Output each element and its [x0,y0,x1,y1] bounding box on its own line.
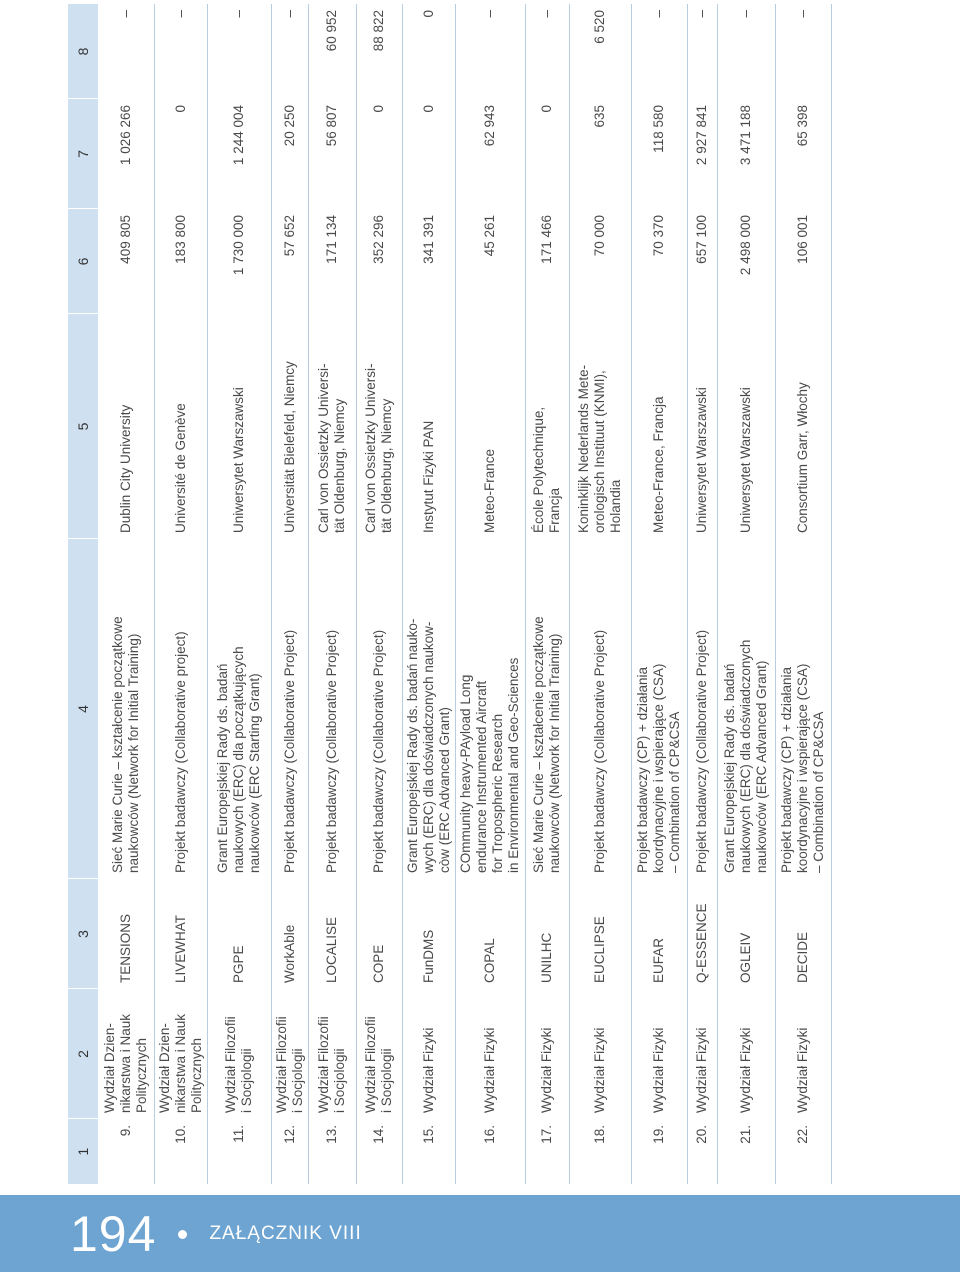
coordinator-cell: Meteo-France [455,314,525,539]
row-number-cell: 11. [207,1119,271,1184]
column-header: 4 [68,539,98,879]
coordinator-cell: Meteo-France, Francja [631,314,687,539]
amount-received-cell: 1 244 004 [207,99,271,209]
project-type-cell: Projekt badawczy (Collaborative project) [154,539,207,879]
amount-received-cell: 62 943 [455,99,525,209]
row-number-cell: 16. [455,1119,525,1184]
table-row [402,4,455,1184]
budget-total-cell: 45 261 [455,209,525,314]
page-number: 194 [70,1206,157,1262]
budget-total-cell: 1 730 000 [207,209,271,314]
column-header: 3 [68,879,98,989]
table-row [356,4,402,1184]
project-acronym-cell: EUCLIPSE [569,879,631,989]
table-row [455,4,525,1184]
faculty-cell: Wydział Fizyki [631,989,687,1119]
table-row [631,4,687,1184]
amount-other-cell: – [455,4,525,99]
coordinator-cell: Koninklijk Nederlands Mete- orologisch Instituut (KNMI), Holandia [569,314,631,539]
faculty-cell: Wydział Dzien- nikarstwa i Nauk Politycznych [98,989,154,1119]
faculty-cell: Wydział Fizyki [717,989,775,1119]
faculty-cell: Wydział Filozofii i Socjologii [207,989,271,1119]
project-type-cell: Projekt badawczy (CP) + działania koordynacyjne i wspierające (CSA) – Combination of CP&CSA [631,539,687,879]
project-type-cell: Grant Europejskiej Rady ds. badań naukowych (ERC) dla doświadczonych naukowców (ERC Advanced Grant) [717,539,775,879]
amount-received-cell: 0 [525,99,569,209]
table-header-row [68,4,98,1184]
coordinator-cell: Uniwersytet Warszawski [207,314,271,539]
project-acronym-cell: FunDMS [402,879,455,989]
coordinator-cell: Consortium Garr, Włochy [775,314,831,539]
coordinator-cell: Universität Bielefeld, Niemcy [271,314,308,539]
row-number-cell: 13. [308,1119,356,1184]
coordinator-cell: Carl von Ossietzky Universi- tät Oldenburg, Niemcy [308,314,356,539]
table-row [525,4,569,1184]
coordinator-cell: Instytut Fizyki PAN [402,314,455,539]
table-row [154,4,207,1184]
coordinator-cell: Université de Genève [154,314,207,539]
amount-received-cell: 3 471 188 [717,99,775,209]
row-number-cell: 21. [717,1119,775,1184]
project-acronym-cell: COPE [356,879,402,989]
project-acronym-cell: TENSIONS [98,879,154,989]
budget-total-cell: 341 391 [402,209,455,314]
column-header: 8 [68,4,98,99]
faculty-cell: Wydział Filozofii i Socjologii [271,989,308,1119]
row-number-cell: 15. [402,1119,455,1184]
project-acronym-cell: LOCALISE [308,879,356,989]
project-type-cell: Projekt badawczy (Collaborative Project) [308,539,356,879]
budget-total-cell: 171 134 [308,209,356,314]
project-type-cell: Projekt badawczy (Collaborative Project) [569,539,631,879]
budget-total-cell: 352 296 [356,209,402,314]
amount-received-cell: 0 [356,99,402,209]
rotated-table-wrapper [68,4,958,1184]
amount-other-cell: – [98,4,154,99]
row-number-cell: 12. [271,1119,308,1184]
amount-other-cell: 60 952 [308,4,356,99]
amount-received-cell: 2 927 841 [687,99,717,209]
amount-received-cell: 1 026 266 [98,99,154,209]
column-header: 6 [68,209,98,314]
project-acronym-cell: PGPE [207,879,271,989]
project-acronym-cell: EUFAR [631,879,687,989]
table-row [687,4,717,1184]
table-row [569,4,631,1184]
amount-other-cell: 88 822 [356,4,402,99]
project-acronym-cell: UNILHC [525,879,569,989]
annex-label: ZAŁĄCZNIK VIII [209,1223,362,1244]
project-type-cell: COmmunity heavy-PAyload Long endurance Instrumented Aircraft for Tropospheric Research in Environmental and Geo-Sciences [455,539,525,879]
amount-other-cell: – [207,4,271,99]
budget-total-cell: 183 800 [154,209,207,314]
amount-other-cell: – [687,4,717,99]
row-number-cell: 18. [569,1119,631,1184]
project-type-cell: Projekt badawczy (CP) + działania koordynacyjne i wspierające (CSA) – Combination of CP&CSA [775,539,831,879]
row-number-cell: 17. [525,1119,569,1184]
amount-received-cell: 56 807 [308,99,356,209]
project-type-cell: Projekt badawczy (Collaborative Project) [687,539,717,879]
project-acronym-cell: COPAL [455,879,525,989]
amount-received-cell: 118 580 [631,99,687,209]
faculty-cell: Wydział Fizyki [687,989,717,1119]
project-acronym-cell: Q-ESSENCE [687,879,717,989]
row-number-cell: 20. [687,1119,717,1184]
coordinator-cell: Uniwersytet Warszawski [687,314,717,539]
amount-received-cell: 635 [569,99,631,209]
page-header [70,1208,362,1260]
amount-other-cell: 0 [402,4,455,99]
table-row [308,4,356,1184]
faculty-cell: Wydział Fizyki [455,989,525,1119]
data-table [68,4,832,1185]
budget-total-cell: 57 652 [271,209,308,314]
row-number-cell: 14. [356,1119,402,1184]
project-type-cell: Grant Europejskiej Rady ds. badań naukowych (ERC) dla początkujących naukowców (ERC Starting Grant) [207,539,271,879]
amount-received-cell: 0 [154,99,207,209]
budget-total-cell: 409 805 [98,209,154,314]
coordinator-cell: École Polytechnique, Francja [525,314,569,539]
amount-other-cell: 6 520 [569,4,631,99]
project-type-cell: Sieć Marie Curie – kształcenie początkowe naukowców (Network for Initial Training) [98,539,154,879]
faculty-cell: Wydział Dzien- nikarstwa i Nauk Politycznych [154,989,207,1119]
amount-other-cell: – [525,4,569,99]
amount-other-cell: – [154,4,207,99]
amount-other-cell: – [775,4,831,99]
row-number-cell: 9. [98,1119,154,1184]
project-type-cell: Grant Europejskiej Rady ds. badań nauko- wych (ERC) dla doświadczonych naukow- còw (ERC Advanced Grant) [402,539,455,879]
project-acronym-cell: WorkAble [271,879,308,989]
faculty-cell: Wydział Fizyki [402,989,455,1119]
table-body [98,4,831,1184]
amount-other-cell: – [271,4,308,99]
faculty-cell: Wydział Filozofii i Socjologii [308,989,356,1119]
table-row [775,4,831,1184]
table-row [98,4,154,1184]
project-type-cell: Projekt badawczy (Collaborative Project) [271,539,308,879]
row-number-cell: 19. [631,1119,687,1184]
project-acronym-cell: LIVEWHAT [154,879,207,989]
faculty-cell: Wydział Fizyki [525,989,569,1119]
project-type-cell: Projekt badawczy (Collaborative Project) [356,539,402,879]
budget-total-cell: 70 370 [631,209,687,314]
faculty-cell: Wydział Fizyki [775,989,831,1119]
row-number-cell: 22. [775,1119,831,1184]
budget-total-cell: 2 498 000 [717,209,775,314]
amount-received-cell: 0 [402,99,455,209]
coordinator-cell: Dublin City University [98,314,154,539]
table-row [207,4,271,1184]
faculty-cell: Wydział Fizyki [569,989,631,1119]
amount-received-cell: 65 398 [775,99,831,209]
table-row [271,4,308,1184]
amount-other-cell: – [631,4,687,99]
table-row [717,4,775,1184]
column-header: 5 [68,314,98,539]
row-number-cell: 10. [154,1119,207,1184]
column-header: 1 [68,1119,98,1184]
budget-total-cell: 106 001 [775,209,831,314]
budget-total-cell: 171 466 [525,209,569,314]
coordinator-cell: Uniwersytet Warszawski [717,314,775,539]
project-acronym-cell: DECIDE [775,879,831,989]
project-type-cell: Sieć Marie Curie – kształcenie początkowe naukowców (Network for Initial Training) [525,539,569,879]
project-acronym-cell: OGLEIV [717,879,775,989]
budget-total-cell: 70 000 [569,209,631,314]
faculty-cell: Wydział Filozofii i Socjologii [356,989,402,1119]
coordinator-cell: Carl von Ossietzky Universi- tät Oldenburg, Niemcy [356,314,402,539]
column-header: 7 [68,99,98,209]
amount-received-cell: 20 250 [271,99,308,209]
amount-other-cell: – [717,4,775,99]
budget-total-cell: 657 100 [687,209,717,314]
column-header: 2 [68,989,98,1119]
separator-dot-icon [178,1230,187,1239]
